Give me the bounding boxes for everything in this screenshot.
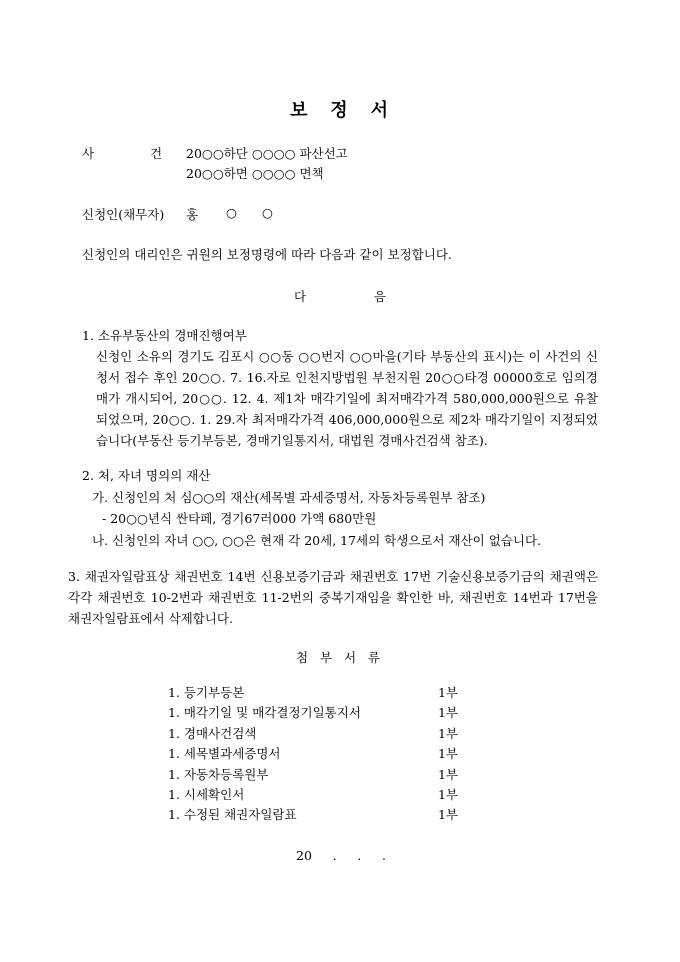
attachment-item bbox=[168, 805, 458, 825]
attachments-list bbox=[168, 683, 458, 826]
case-number-bankruptcy: 20○○하단 ○○○○ 파산선고 bbox=[186, 146, 348, 161]
section2-item-ga-sub: - 20○○년식 싼타페, 경기67러000 가액 680만원 bbox=[102, 511, 377, 526]
applicant-name-1: 홍 bbox=[186, 207, 199, 222]
attachment-count: 1부 bbox=[437, 766, 458, 782]
attachment-count: 1부 bbox=[437, 807, 458, 823]
attachment-item bbox=[168, 765, 458, 785]
attachment-name: 1. 매각기일 및 매각결정기일통지서 bbox=[168, 705, 361, 721]
heading-next-char-1: 다 bbox=[294, 289, 307, 304]
attachment-count: 1부 bbox=[437, 786, 458, 802]
applicant-label: 신청인(채무자) bbox=[82, 207, 165, 222]
document-title bbox=[290, 96, 390, 122]
date-year: 20 bbox=[296, 848, 312, 863]
applicant-name-2: ○ bbox=[226, 205, 237, 220]
case-number-discharge: 20○○하면 ○○○○ 면책 bbox=[186, 166, 324, 181]
attachments-heading bbox=[296, 648, 380, 666]
section1-paragraph: 신청인 소유의 경기도 김포시 ○○동 ○○번지 ○○마을(기타 부동산의 표시)는 이 사건의 신청서 접수 후인 20○○. 7. 16.자로 인천지방법원 부천지원 20○○타경 00000호로 임의경매가 개시되어, 20○○. 12. 4. 제1차 매각기일에 최저매각가격 580,000,000원으로 유찰되었으며, 20○○. 1. 29.자 최저매각가격 406,000,000원으로 제2차 매각기일이 지정되었습니다(부동산 등기부등본, 경매기일통지서, 대법원 경매사건검색 참조). bbox=[96, 349, 598, 448]
attachment-count: 1부 bbox=[437, 746, 458, 762]
section2-title: 2. 처, 자녀 명의의 재산 bbox=[82, 468, 211, 483]
date-line bbox=[296, 848, 386, 863]
attachments-heading-char-2: 부 bbox=[319, 650, 333, 665]
attachment-name: 1. 자동차등록원부 bbox=[168, 766, 269, 782]
attachments-heading-char-1: 첨 bbox=[296, 650, 309, 665]
attachments-heading-char-4: 류 bbox=[367, 650, 380, 665]
attachment-name: 1. 수정된 채권자일람표 bbox=[168, 807, 297, 823]
case-label-2: 건 bbox=[150, 146, 163, 161]
section2-item-ga: 가. 신청인의 처 심○○의 재산(세목별 과세증명서, 자동차등록원부 참조) bbox=[92, 490, 486, 505]
attachment-item bbox=[168, 744, 458, 764]
attachment-count: 1부 bbox=[437, 725, 458, 741]
section2-item-na: 나. 신청인의 자녀 ○○, ○○은 현재 각 20세, 17세의 학생으로서 재산이 없습니다. bbox=[92, 533, 541, 548]
date-sep-1: . bbox=[332, 848, 337, 863]
attachment-item bbox=[168, 785, 458, 805]
section1-title: 1. 소유부동산의 경매진행여부 bbox=[82, 328, 247, 343]
attachments-heading-char-3: 서 bbox=[343, 650, 357, 665]
section1-body bbox=[82, 346, 598, 451]
date-sep-2: . bbox=[357, 848, 362, 863]
attachment-item bbox=[168, 683, 458, 703]
heading-next bbox=[294, 287, 386, 305]
title-char-1: 보 bbox=[290, 100, 310, 121]
date-sep-3: . bbox=[381, 848, 386, 863]
section3-body bbox=[68, 566, 598, 629]
attachment-count: 1부 bbox=[437, 685, 458, 700]
attachment-count: 1부 bbox=[437, 705, 458, 721]
attachment-name: 1. 등기부등본 bbox=[168, 685, 245, 700]
section3-paragraph: 3. 채권자일람표상 채권번호 14번 신용보증기금과 채권번호 17번 기술신용보증기금의 채권액은 각각 채권번호 10-2번과 채권번호 11-2번의 중복기재임을 확인한 바, 채권번호 14번과 17번을 채권자일람표에서 삭제합니다. bbox=[68, 569, 598, 626]
attachment-item bbox=[168, 703, 458, 723]
attachment-name: 1. 시세확인서 bbox=[168, 786, 245, 802]
heading-next-char-2: 음 bbox=[373, 289, 386, 304]
case-label-1: 사 bbox=[82, 146, 95, 161]
attachment-name: 1. 경매사건검색 bbox=[168, 725, 257, 741]
attachment-name: 1. 세목별과세증명서 bbox=[168, 746, 281, 762]
title-char-2: 정 bbox=[330, 100, 350, 121]
applicant-name-3: ○ bbox=[262, 205, 273, 220]
intro-sentence: 신청인의 대리인은 귀원의 보정명령에 따라 다음과 같이 보정합니다. bbox=[82, 247, 452, 262]
title-char-3: 서 bbox=[370, 100, 390, 121]
attachment-item bbox=[168, 724, 458, 744]
